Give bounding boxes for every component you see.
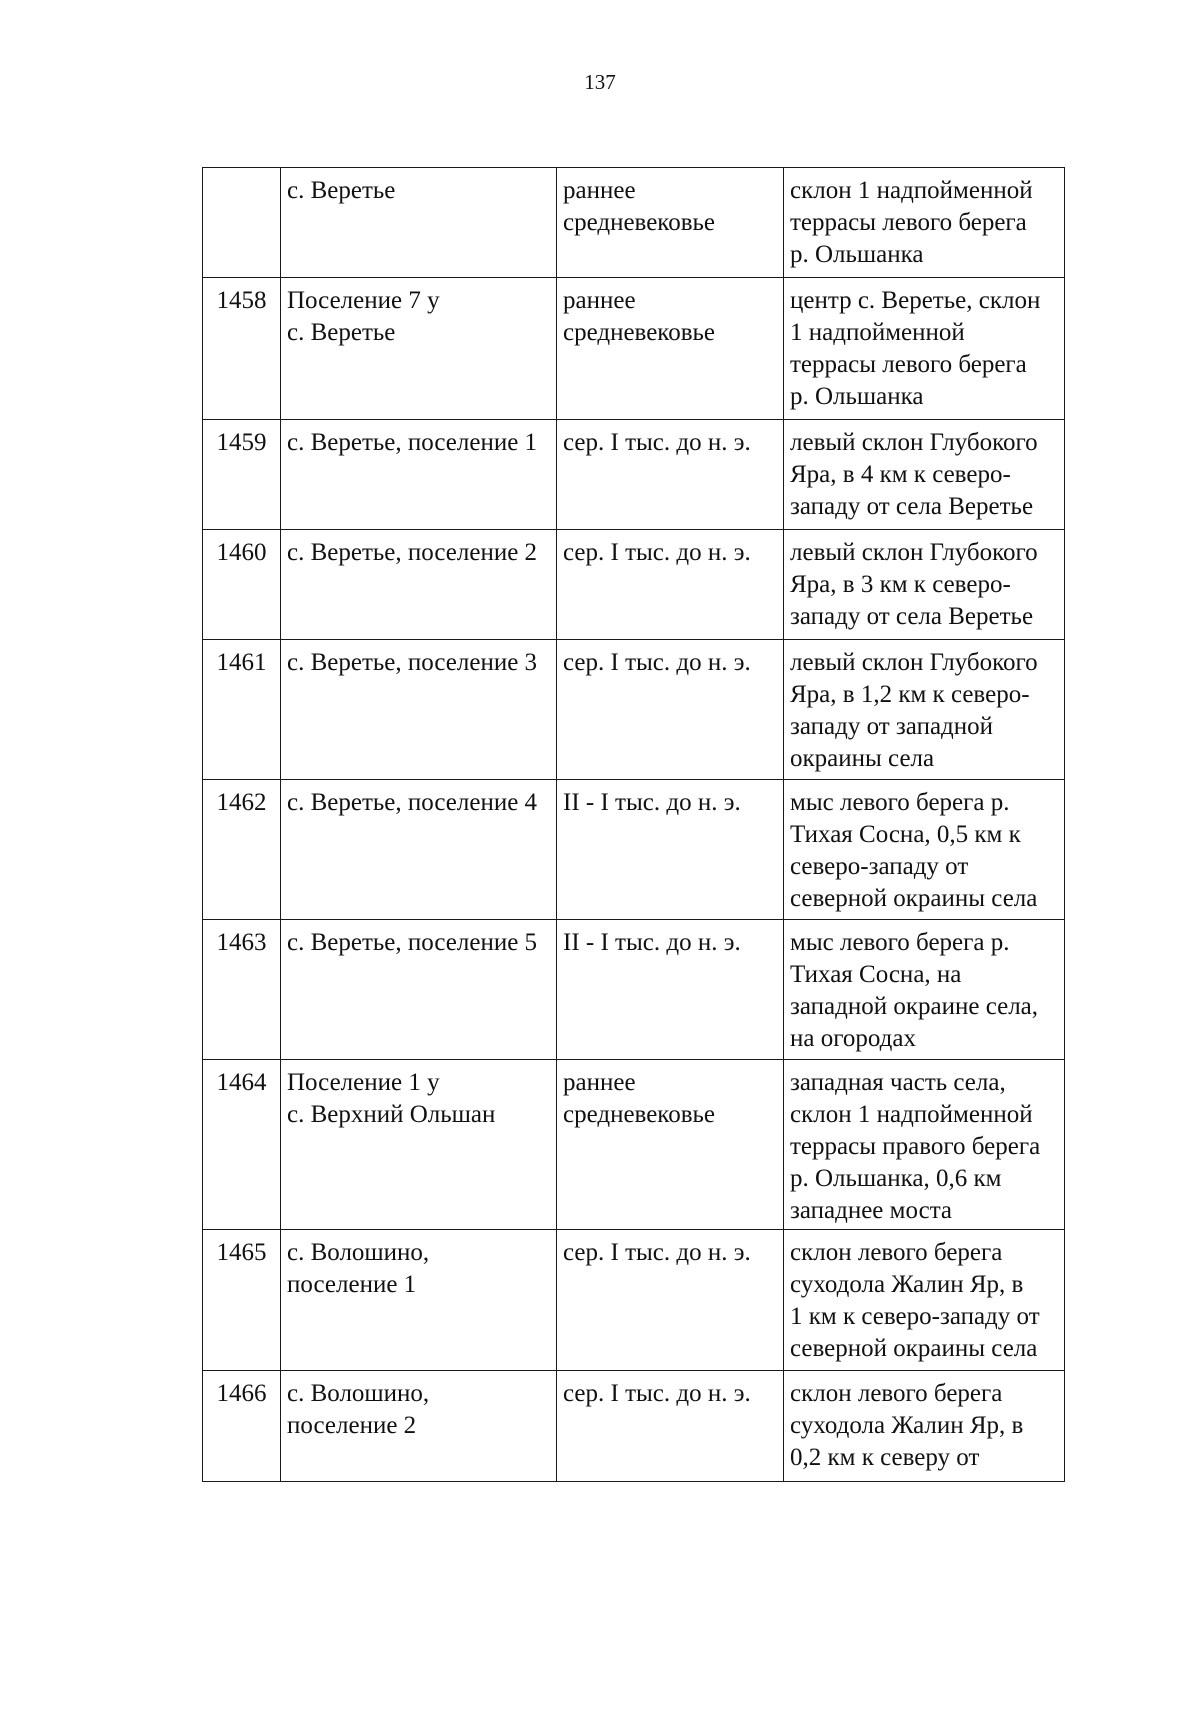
table-row	[203, 1230, 1065, 1371]
site-location-cell	[784, 1060, 1065, 1230]
site-location-line: левый склон Глубокого	[790, 649, 1038, 676]
site-location-line: левый склон Глубокого	[790, 539, 1038, 566]
site-location-line: 1 км к северо-западу от	[790, 1303, 1040, 1330]
site-period-cell	[557, 920, 784, 1060]
site-period-cell	[557, 1371, 784, 1482]
site-period-line: сер. I тыс. до н. э.	[563, 649, 751, 676]
table-row	[203, 640, 1065, 780]
site-period-line: раннее	[563, 1069, 636, 1096]
site-period-cell	[557, 530, 784, 640]
site-location-line: северо-западу от	[790, 853, 969, 880]
site-period-cell	[557, 1230, 784, 1371]
site-period-cell	[557, 278, 784, 420]
site-name-cell	[281, 780, 557, 920]
site-location-cell	[784, 1230, 1065, 1371]
site-location-line: мыс левого берега р.	[790, 789, 1010, 816]
site-name-line: с. Веретье	[287, 319, 396, 346]
site-number: 1460	[216, 539, 267, 566]
site-number-cell	[203, 920, 281, 1060]
site-location-line: террасы левого берега	[790, 209, 1027, 236]
site-location-line: 1 надпойменной	[790, 319, 965, 346]
site-name-line: поселение 1	[287, 1271, 417, 1298]
site-name-line: с. Веретье, поселение 4	[287, 789, 538, 816]
sites-table	[202, 167, 1065, 1482]
table-row	[203, 1060, 1065, 1230]
table-row	[203, 420, 1065, 530]
site-number: 1464	[216, 1069, 267, 1096]
site-name-cell	[281, 1230, 557, 1371]
site-location-line: западу от села Веретье	[790, 603, 1034, 630]
table-row	[203, 920, 1065, 1060]
site-period-cell	[557, 420, 784, 530]
site-name-line: с. Веретье, поселение 2	[287, 539, 538, 566]
site-location-line: центр с. Веретье, склон	[790, 287, 1041, 314]
site-name-line: с. Веретье, поселение 1	[287, 429, 538, 456]
site-name-line: Поселение 7 у	[287, 287, 440, 314]
site-location-line: р. Ольшанка	[790, 383, 924, 410]
site-name-cell	[281, 640, 557, 780]
site-number: 1465	[216, 1239, 267, 1266]
site-location-line: западу от села Веретье	[790, 493, 1034, 520]
site-period-line: II - I тыс. до н. э.	[563, 929, 741, 956]
site-period-cell	[557, 780, 784, 920]
site-name-cell	[281, 1371, 557, 1482]
site-name-cell	[281, 1060, 557, 1230]
site-number: 1459	[216, 429, 267, 456]
site-location-line: западнее моста	[790, 1197, 953, 1224]
site-period-cell	[557, 1060, 784, 1230]
site-number: 1463	[216, 929, 267, 956]
site-name-cell	[281, 278, 557, 420]
site-name-line: с. Веретье	[287, 177, 396, 204]
site-period-line: средневековье	[563, 209, 715, 236]
site-number-cell	[203, 1371, 281, 1482]
site-period-line: сер. I тыс. до н. э.	[563, 429, 751, 456]
site-number-cell	[203, 780, 281, 920]
site-number-cell	[203, 278, 281, 420]
site-location-line: Яра, в 4 км к северо-	[790, 461, 1011, 488]
site-location-line: западная часть села,	[790, 1069, 1006, 1096]
site-name-cell	[281, 420, 557, 530]
site-period-cell	[557, 168, 784, 278]
site-name-line: с. Волошино,	[287, 1380, 430, 1407]
table-row	[203, 530, 1065, 640]
site-period-line: сер. I тыс. до н. э.	[563, 1380, 751, 1407]
site-location-line: Тихая Сосна, 0,5 км к	[790, 821, 1021, 848]
site-number-cell	[203, 168, 281, 278]
site-location-cell	[784, 640, 1065, 780]
site-location-line: Яра, в 1,2 км к северо-	[790, 681, 1030, 708]
site-location-cell	[784, 420, 1065, 530]
site-location-line: на огородах	[790, 1025, 916, 1052]
site-name-line: с. Верхний Ольшан	[287, 1101, 496, 1128]
site-location-line: северной окраины села	[790, 1335, 1038, 1362]
site-location-line: мыс левого берега р.	[790, 929, 1010, 956]
site-location-line: склон левого берега	[790, 1380, 1003, 1407]
site-location-line: северной окраины села	[790, 885, 1038, 912]
site-period-line: сер. I тыс. до н. э.	[563, 1239, 751, 1266]
site-period-line: раннее	[563, 287, 636, 314]
site-location-line: террасы правого берега	[790, 1133, 1041, 1160]
site-location-line: р. Ольшанка, 0,6 км	[790, 1165, 1002, 1192]
site-number-cell	[203, 640, 281, 780]
site-number: 1461	[216, 649, 267, 676]
table-row	[203, 278, 1065, 420]
site-location-cell	[784, 278, 1065, 420]
site-location-cell	[784, 168, 1065, 278]
site-location-line: склон 1 надпойменной	[790, 1101, 1033, 1128]
site-number-cell	[203, 420, 281, 530]
site-location-line: левый склон Глубокого	[790, 429, 1038, 456]
site-period-line: средневековье	[563, 1101, 715, 1128]
site-name-cell	[281, 920, 557, 1060]
site-location-line: западной окраине села,	[790, 993, 1039, 1020]
site-period-line: средневековье	[563, 319, 715, 346]
site-number: 1458	[216, 287, 267, 314]
site-location-line: суходола Жалин Яр, в	[790, 1412, 1024, 1439]
site-name-line: поселение 2	[287, 1412, 417, 1439]
table-row	[203, 168, 1065, 278]
site-number-cell	[203, 1060, 281, 1230]
page-number: 137	[584, 70, 616, 94]
site-location-line: 0,2 км к северу от	[790, 1444, 980, 1471]
site-period-line: раннее	[563, 177, 636, 204]
site-location-line: западу от западной	[790, 713, 994, 740]
site-location-line: склон 1 надпойменной	[790, 177, 1033, 204]
site-location-line: окраины села	[790, 745, 935, 772]
site-period-cell	[557, 640, 784, 780]
site-name-line: с. Веретье, поселение 5	[287, 929, 538, 956]
site-name-cell	[281, 168, 557, 278]
site-location-cell	[784, 530, 1065, 640]
site-location-line: террасы левого берега	[790, 351, 1027, 378]
site-name-line: Поселение 1 у	[287, 1069, 440, 1096]
site-location-cell	[784, 1371, 1065, 1482]
site-name-line: с. Волошино,	[287, 1239, 430, 1266]
site-period-line: II - I тыс. до н. э.	[563, 789, 741, 816]
site-name-line: с. Веретье, поселение 3	[287, 649, 538, 676]
site-number-cell	[203, 530, 281, 640]
site-number-cell	[203, 1230, 281, 1371]
site-location-line: Яра, в 3 км к северо-	[790, 571, 1011, 598]
site-location-cell	[784, 780, 1065, 920]
site-period-line: сер. I тыс. до н. э.	[563, 539, 751, 566]
site-location-line: р. Ольшанка	[790, 241, 924, 268]
site-location-line: Тихая Сосна, на	[790, 961, 962, 988]
site-number: 1466	[216, 1380, 267, 1407]
table-row	[203, 1371, 1065, 1482]
site-name-cell	[281, 530, 557, 640]
site-location-cell	[784, 920, 1065, 1060]
site-location-line: склон левого берега	[790, 1239, 1003, 1266]
site-number: 1462	[216, 789, 267, 816]
table-row	[203, 780, 1065, 920]
site-location-line: суходола Жалин Яр, в	[790, 1271, 1024, 1298]
